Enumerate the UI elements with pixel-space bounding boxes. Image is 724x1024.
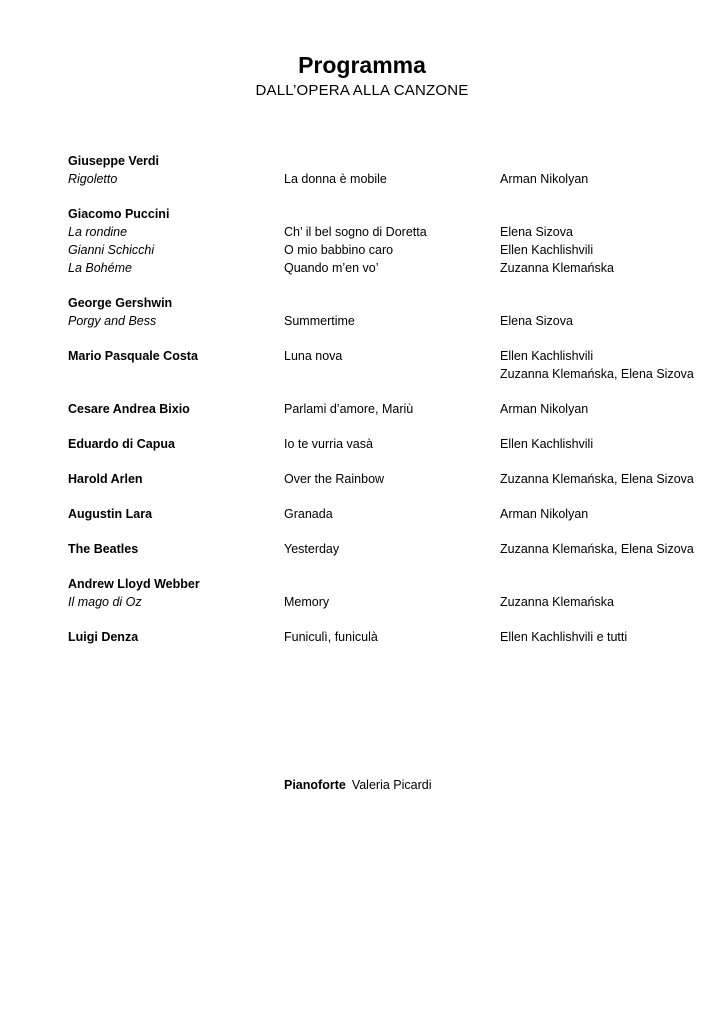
piece-title: Granada	[284, 507, 333, 521]
piece-title: Parlami d’amore, Mariù	[284, 402, 414, 416]
piece-title: La donna è mobile	[284, 172, 387, 186]
pianoforte-label: Pianoforte	[284, 778, 346, 792]
program-row	[68, 505, 708, 523]
program-row	[68, 470, 708, 488]
program-group	[68, 628, 708, 646]
composer-name: Mario Pasquale Costa	[68, 349, 198, 363]
program-group	[68, 575, 708, 611]
program-row	[68, 152, 708, 170]
piece-title: Over the Rainbow	[284, 472, 385, 486]
opera-title: La Bohéme	[68, 261, 132, 275]
program-row	[68, 294, 708, 312]
composer-name: Giacomo Puccini	[68, 207, 170, 221]
performers: Zuzanna Klemańska, Elena Sizova	[500, 542, 694, 556]
page-subtitle: DALL’OPERA ALLA CANZONE	[255, 82, 469, 99]
composer-name: Augustin Lara	[68, 507, 153, 521]
opera-title: Rigoletto	[68, 172, 118, 186]
composer-name: Harold Arlen	[68, 472, 143, 486]
program-row	[68, 223, 708, 241]
program-group	[68, 347, 708, 383]
composer-name: Luigi Denza	[68, 630, 139, 644]
composer-name: The Beatles	[68, 542, 139, 556]
piece-title: Luna nova	[284, 349, 343, 363]
performers: Ellen Kachlishvili	[500, 349, 594, 363]
piece-title: Memory	[284, 595, 330, 609]
program-row	[68, 170, 708, 188]
composer-name: Andrew Lloyd Webber	[68, 577, 200, 591]
program-row	[68, 259, 708, 277]
opera-title: Porgy and Bess	[68, 314, 157, 328]
program-group	[68, 540, 708, 558]
program-group	[68, 505, 708, 523]
piece-title: Quando m’en vo’	[284, 261, 379, 275]
performers: Zuzanna Klemańska	[500, 261, 614, 275]
performers: Zuzanna Klemańska	[500, 595, 614, 609]
performers: Ellen Kachlishvili	[500, 437, 594, 451]
program-row	[68, 575, 708, 593]
page-title: Programma	[298, 52, 426, 78]
piece-title: Yesterday	[284, 542, 340, 556]
program-group	[68, 435, 708, 453]
program-row	[68, 540, 708, 558]
performers: Zuzanna Klemańska, Elena Sizova	[500, 367, 694, 381]
program-group	[68, 205, 708, 277]
program-group	[68, 152, 708, 188]
performers: Arman Nikolyan	[500, 507, 589, 521]
opera-title: La rondine	[68, 225, 128, 239]
composer-name: Giuseppe Verdi	[68, 154, 160, 168]
pianoforte-credit	[284, 776, 431, 794]
performers: Arman Nikolyan	[500, 172, 589, 186]
program-row	[68, 593, 708, 611]
program-row	[68, 628, 708, 646]
performers: Elena Sizova	[500, 314, 573, 328]
pianist-name: Valeria Picardi	[351, 778, 432, 792]
program-row	[68, 365, 708, 383]
program-row	[68, 241, 708, 259]
program-row	[68, 205, 708, 223]
performers: Ellen Kachlishvili e tutti	[500, 630, 628, 644]
composer-name: Cesare Andrea Bixio	[68, 402, 190, 416]
program-group	[68, 294, 708, 330]
program-row	[68, 347, 708, 365]
piece-title: Funiculì, funiculà	[284, 630, 378, 644]
opera-title: Il mago di Oz	[68, 595, 142, 609]
piece-title: O mio babbino caro	[284, 243, 394, 257]
program-group	[68, 470, 708, 488]
performers: Zuzanna Klemańska, Elena Sizova	[500, 472, 694, 486]
composer-name: Eduardo di Capua	[68, 437, 175, 451]
program-row	[68, 312, 708, 330]
program-list	[68, 152, 708, 663]
piece-title: Io te vurria vasà	[284, 437, 373, 451]
performers: Arman Nikolyan	[500, 402, 589, 416]
program-row	[68, 435, 708, 453]
piece-title: Summertime	[284, 314, 355, 328]
program-row	[68, 400, 708, 418]
performers: Elena Sizova	[500, 225, 573, 239]
composer-name: George Gershwin	[68, 296, 173, 310]
program-group	[68, 400, 708, 418]
opera-title: Gianni Schicchi	[68, 243, 155, 257]
performers: Ellen Kachlishvili	[500, 243, 594, 257]
piece-title: Ch’ il bel sogno di Doretta	[284, 225, 427, 239]
